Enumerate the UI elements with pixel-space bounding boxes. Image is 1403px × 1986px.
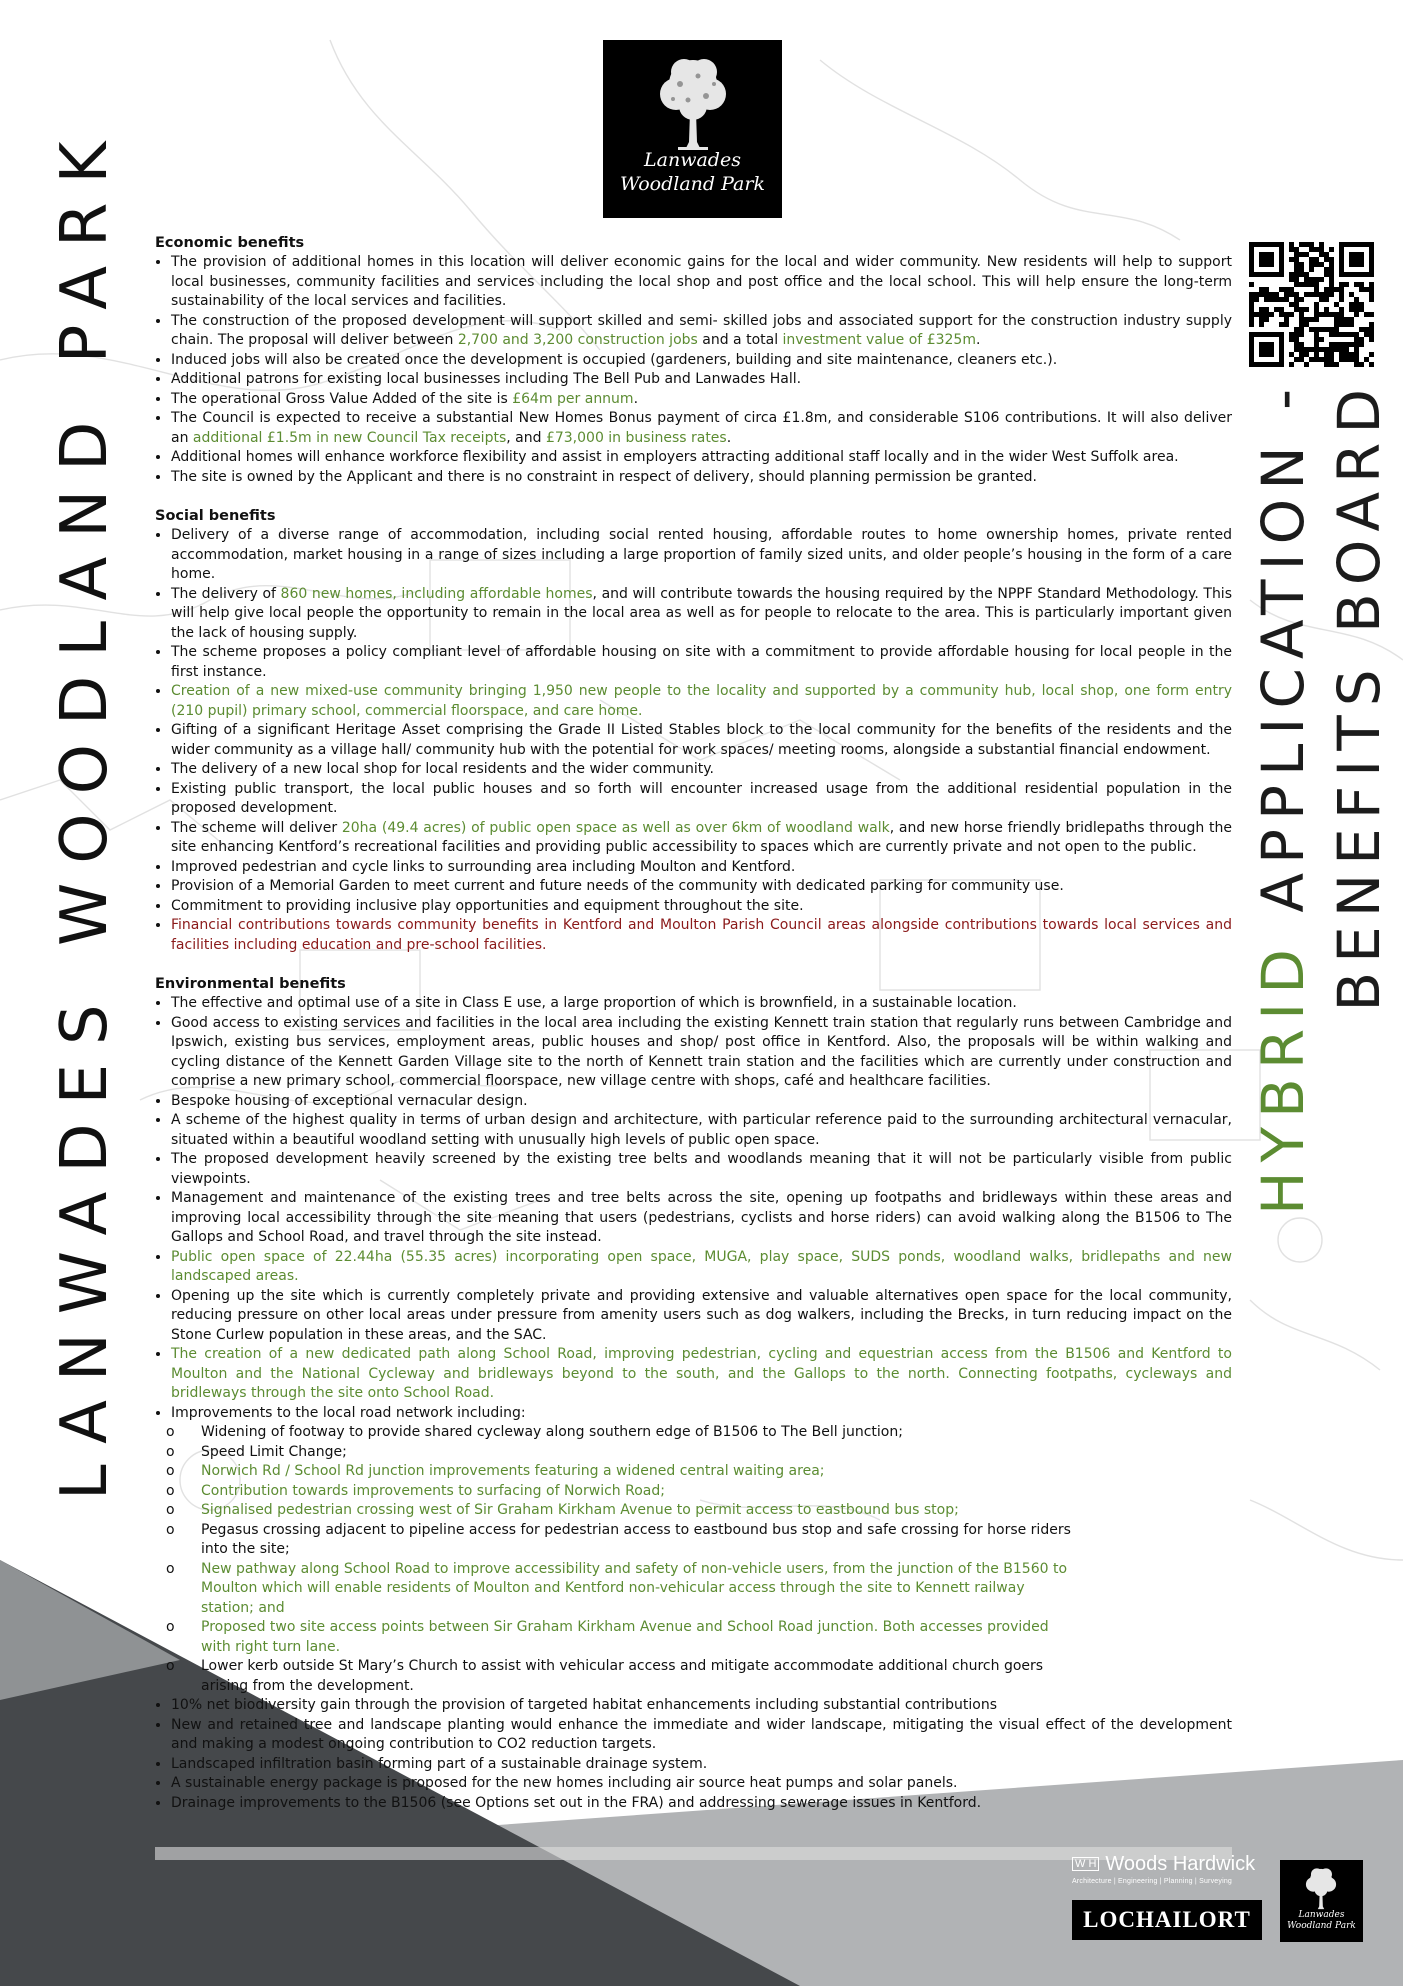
list-item-text: Widening of footway to provide shared cycleway along southern edge of B1506 to The Bell junction; (201, 1424, 903, 1440)
list-item (171, 916, 1232, 955)
list-item (171, 1287, 1232, 1346)
list-item (171, 1716, 1232, 1755)
logo-line-1: Lanwades (644, 149, 741, 171)
list-item (171, 468, 1232, 488)
environmental-list-continued (155, 1696, 1232, 1813)
woods-hardwick-name: Woods Hardwick (1105, 1853, 1256, 1875)
logo-line-2: Woodland Park (620, 173, 765, 195)
list-item-text: The provision of additional homes in this location will deliver economic gains for the local and wider community. New residents will help to support local businesses, community facilities and services including the local shop and post office and the local school. This will help ensure the long-term sustainability of the local services and facilities. (171, 254, 1232, 309)
list-item-text: Opening up the site which is currently completely private and providing extensive and valuable alternatives open space for the local community, reducing pressure on other local areas under pressure from amenity users such as dog walkers, including the Brecks, in turn reducing impact on the Stone Curlew population in these areas, and the SAC. (171, 1287, 1232, 1343)
environmental-list (155, 994, 1232, 1423)
list-item-text: , and (506, 429, 546, 446)
list-item-text: Financial contributions towards community benefits in Kentford and Moulton Parish Council areas alongside contributions towards local services and facilities including education and pre-school facilities. (171, 917, 1232, 953)
woods-hardwick-logo (1072, 1853, 1272, 1885)
list-item (171, 1755, 1232, 1775)
list-item (171, 526, 1232, 585)
list-item-text: The effective and optimal use of a site in Class E use, a large proportion of which is brownfield, in a sustainable location. (171, 995, 1017, 1011)
list-item-text: . (633, 390, 639, 407)
list-item-text: Existing public transport, the local public houses and so forth will encounter increased usage from the additional residential population in the proposed development. (171, 780, 1232, 816)
list-item (171, 819, 1232, 858)
lochailort-logo: LOCHAILORT (1072, 1900, 1262, 1940)
vertical-title-left: LANWADES WOODLAND PARK (48, 122, 122, 1500)
list-item-text: £73,000 in business rates (545, 429, 727, 446)
list-item (171, 877, 1232, 897)
list-item-text: The operational Gross Value Added of the site is (171, 390, 513, 407)
list-item-text: Gifting of a significant Heritage Asset comprising the Grade II Listed Stables block to the local community for the benefits of the residents and the wider community as a village hall/ community hub with the potential for work spaces/ meeting rooms, alongside a substantial financial endowment. (171, 722, 1232, 758)
social-list (155, 526, 1232, 955)
list-item-text: Additional patrons for existing local businesses including The Bell Pub and Lanwades Hall. (171, 371, 802, 387)
list-item (171, 585, 1232, 644)
list-item-text: 20ha (49.4 acres) of public open space as well as over 6km of woodland walk (341, 819, 890, 836)
woods-hardwick-services: Architecture | Engineering | Planning | Surveying (1072, 1878, 1233, 1885)
wh-mark-icon: W H (1072, 1857, 1099, 1871)
list-item-text: Delivery of a diverse range of accommodation, including social rented housing, affordable routes to home ownership homes, private rented accommodation, market housing in a range of sizes including a large proportion of family sized units, and older people’s housing in the form of a care home. (171, 527, 1232, 582)
list-item-text: The creation of a new dedicated path along School Road, improving pedestrian, cycling and equestrian access from the B1506 and Kentford to Moulton and the National Cycleway and bridleways beyond to the south, and the Gallops to the north. Connecting footpaths, cycleways and bridleways through the site onto School Road. (171, 1346, 1232, 1401)
list-item-text: investment value of £325m (782, 332, 976, 348)
list-item (171, 1248, 1232, 1287)
list-item (201, 1423, 1071, 1443)
list-item-text: £64m per annum (512, 390, 634, 407)
list-item-text: Induced jobs will also be created once the development is occupied (gardeners, building and site maintenance, cleaners etc.). (171, 351, 1058, 368)
list-item (171, 390, 1232, 410)
small-logo-line-2: Woodland Park (1287, 1921, 1356, 1931)
list-item-text: The construction of the proposed development will support skilled and semi- skilled jobs and associated support for the construction industry supply chain. The proposal will deliver between (171, 312, 1232, 348)
list-item-text: The delivery of (171, 585, 281, 602)
list-item-text: Improved pedestrian and cycle links to surrounding area including Moulton and Kentford. (171, 858, 796, 875)
list-item-text: and a total (697, 332, 783, 348)
list-item (171, 1345, 1232, 1404)
list-item (171, 994, 1232, 1014)
list-item-text: Signalised pedestrian crossing west of Sir Graham Kirkham Avenue to permit access to eastbound bus stop; (201, 1502, 959, 1518)
list-item-text: Bespoke housing of exceptional vernacular design. (171, 1092, 528, 1109)
list-item (171, 1404, 1232, 1424)
list-item (171, 1794, 1232, 1814)
list-item-text: Contribution towards improvements to surfacing of Norwich Road; (201, 1482, 665, 1499)
list-item-text: New pathway along School Road to improve accessibility and safety of non-vehicle users, from the junction of the B1560 to Moulton which will enable residents of Moulton and Kentford non-vehicular access through the site to Kennett railway station; and (201, 1560, 1068, 1616)
list-item (171, 351, 1232, 371)
list-item-text: 10% net biodiversity gain through the provision of targeted habitat enhancements including substantial contributions (171, 1697, 997, 1713)
list-item (201, 1462, 1071, 1482)
list-item-text: Creation of a new mixed-use community bringing 1,950 new people to the locality and supported by a community hub, local shop, one form entry (210 pupil) primary school, commercial floorspace, and care home. (171, 683, 1232, 719)
list-item-text: The scheme proposes a policy compliant level of affordable housing on site with a commitment to provide affordable housing for local people in the first instance. (171, 644, 1232, 680)
list-item (201, 1443, 1071, 1463)
list-item (201, 1657, 1071, 1696)
list-item (201, 1618, 1071, 1657)
list-item-text: Drainage improvements to the B1506 (see Options set out in the FRA) and addressing sewerage issues in Kentford. (171, 1794, 982, 1811)
list-item-text: Commitment to providing inclusive play opportunities and equipment throughout the site. (171, 897, 804, 914)
list-item (171, 1111, 1232, 1150)
list-item-text: Pegasus crossing adjacent to pipeline access for pedestrian access to eastbound bus stop and safe crossing for horse riders into the site; (201, 1521, 1071, 1557)
small-logo-line-1: Lanwades (1298, 1910, 1345, 1920)
list-item (201, 1482, 1071, 1502)
list-item-text: The delivery of a new local shop for local residents and the wider community. (171, 761, 714, 777)
benefits-content (155, 233, 1232, 1813)
lanwades-logo-small (1280, 1860, 1363, 1942)
list-item-text: . (726, 429, 732, 446)
list-item-text: A scheme of the highest quality in terms of urban design and architecture, with particular reference paid to the surrounding architectural vernacular, situated within a beautiful woodland setting with unusually high levels of public open space. (171, 1112, 1232, 1148)
list-item (171, 1150, 1232, 1189)
title-hybrid: HYBRID (1249, 940, 1317, 1215)
tree-icon-small (1305, 1866, 1337, 1911)
list-item-text: Additional homes will enhance workforce flexibility and assist in employers attracting additional staff locally and in the wider West Suffolk area. (171, 449, 1179, 465)
list-item (171, 858, 1232, 878)
list-item (171, 897, 1232, 917)
list-item (171, 1696, 1232, 1716)
economic-heading: Economic benefits (155, 235, 305, 251)
list-item-text: additional £1.5m in new Council Tax receipts (192, 429, 507, 446)
list-item (171, 409, 1232, 448)
title-benefits-board: BENEFITS BOARD (1325, 380, 1393, 1012)
list-item-text: New and retained tree and landscape planting would enhance the immediate and wider landscape, mitigating the visual effect of the development and making a modest ongoing contribution to CO2 reduction targets. (171, 1716, 1232, 1752)
list-item (171, 780, 1232, 819)
list-item (171, 643, 1232, 682)
list-item (171, 682, 1232, 721)
list-item (171, 253, 1232, 312)
title-application: APPLICATION - (1249, 380, 1317, 941)
list-item (201, 1521, 1071, 1560)
list-item-text: Norwich Rd / School Rd junction improvements featuring a widened central waiting area; (201, 1463, 825, 1479)
list-item (171, 1014, 1232, 1092)
list-item (171, 1092, 1232, 1112)
list-item (201, 1560, 1071, 1619)
list-item-text: . (975, 332, 981, 348)
tree-icon (658, 54, 728, 152)
qr-code[interactable] (1249, 242, 1374, 367)
list-item-text: The site is owned by the Applicant and there is no constraint in respect of delivery, should planning permission be granted. (171, 468, 1037, 485)
list-item-text: Good access to existing services and facilities in the local area including the existing Kennett train station that regularly runs between Cambridge and Ipswich, existing bus services, employment areas, public houses and shop/ post office in Kentford. Also, the proposals will be within walking and cycling distance of the Kennett Garden Village site to the north of Kennett train station and the facilities which are currently under construction and comprise a new primary school, commercial floorspace, new village centre with shops, café and healthcare facilities. (171, 1014, 1232, 1089)
list-item-text: The proposed development heavily screened by the existing tree belts and woodlands meaning that it will not be particularly visible from public viewpoints. (171, 1151, 1232, 1187)
list-item (171, 721, 1232, 760)
list-item (201, 1501, 1071, 1521)
environmental-heading: Environmental benefits (155, 976, 346, 992)
list-item-text: Speed Limit Change; (201, 1443, 347, 1460)
list-item (171, 448, 1232, 468)
list-item (171, 760, 1232, 780)
list-item (171, 370, 1232, 390)
list-item-text: Public open space of 22.44ha (55.35 acres) incorporating open space, MUGA, play space, SUDS ponds, woodland walks, bridlepaths and new landscaped areas. (171, 1248, 1232, 1284)
list-item (171, 312, 1232, 351)
list-item-text: Management and maintenance of the existing trees and tree belts across the site, opening up footpaths and bridleways within these areas and improving local accessibility through the site meaning that users (pedestrians, cyclists and horse riders) can avoid walking along the B1506 to The Gallops and School Road, and travel through the site instead. (171, 1190, 1232, 1245)
vertical-title-right (1245, 380, 1403, 1390)
list-item (171, 1189, 1232, 1248)
economic-list (155, 253, 1232, 487)
list-item-text: The Council is expected to receive a substantial New Homes Bonus payment of circa £1.8m, and considerable S106 contributions. It will also deliver an (171, 410, 1232, 446)
list-item-text: Landscaped infiltration basin forming part of a sustainable drainage system. (171, 1755, 708, 1772)
lanwades-logo (603, 40, 782, 218)
list-item-text: Lower kerb outside St Mary’s Church to assist with vehicular access and mitigate accommodate additional church goers arising from the development. (201, 1658, 1044, 1694)
list-item-text: A sustainable energy package is proposed for the new homes including air source heat pumps and solar panels. (171, 1775, 958, 1791)
list-item-text: 860 new homes, including affordable homes (280, 585, 593, 602)
list-item-text: , and will contribute towards the housing required by the NPPF Standard Methodology. This will help give local people the opportunity to remain in the local area as well as for people to relocate to the area. This is particularly important given the lack of housing supply. (171, 585, 1232, 641)
list-item-text: Proposed two site access points between Sir Graham Kirkham Avenue and School Road junction. Both accesses provided with right turn lane. (201, 1619, 1049, 1655)
list-item-text: , and new horse friendly bridlepaths through the site enhancing Kentford’s recreational facilities and providing public accessibility to spaces which are currently private and not open to the public. (171, 819, 1232, 855)
list-item-text: The scheme will deliver (171, 819, 342, 836)
list-item-text: 2,700 and 3,200 construction jobs (457, 332, 698, 348)
social-heading: Social benefits (155, 508, 276, 524)
list-item-text: Provision of a Memorial Garden to meet current and future needs of the community with dedicated parking for community use. (171, 878, 1064, 894)
road-improvements-list (155, 1423, 1071, 1696)
list-item (171, 1774, 1232, 1794)
list-item-text: Improvements to the local road network including: (171, 1404, 526, 1421)
